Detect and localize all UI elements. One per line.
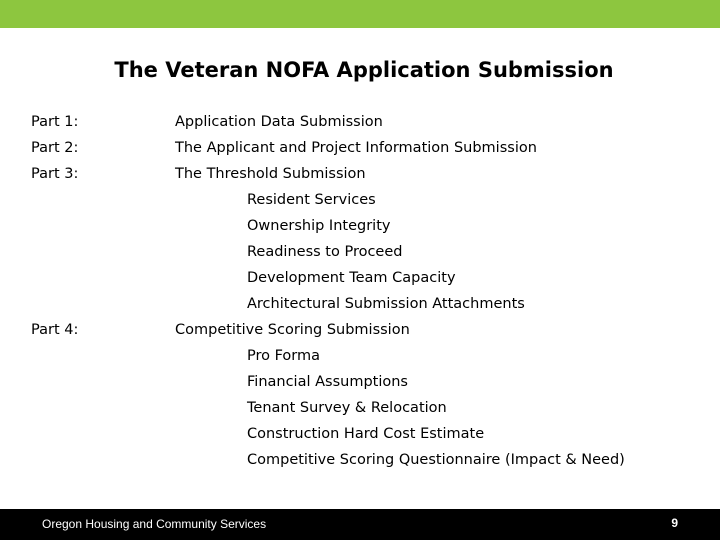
sub-item: Pro Forma xyxy=(247,348,321,364)
part-label: Part 4: xyxy=(31,322,79,338)
part-title: The Applicant and Project Information Submission xyxy=(175,140,537,156)
sub-item: Competitive Scoring Questionnaire (Impact & Need) xyxy=(247,452,625,468)
part-title: Application Data Submission xyxy=(175,114,383,130)
sub-item: Architectural Submission Attachments xyxy=(247,296,525,312)
sub-item: Financial Assumptions xyxy=(247,374,408,390)
sub-item: Construction Hard Cost Estimate xyxy=(247,426,485,442)
part-label: Part 1: xyxy=(31,114,79,130)
part-label: Part 3: xyxy=(31,166,79,182)
footer-organization: Oregon Housing and Community Services xyxy=(42,517,267,531)
slide-title: The Veteran NOFA Application Submission xyxy=(114,58,614,82)
sub-item: Development Team Capacity xyxy=(247,270,456,286)
sub-item: Tenant Survey & Relocation xyxy=(247,400,447,416)
sub-item: Ownership Integrity xyxy=(247,218,391,234)
part-label: Part 2: xyxy=(31,140,79,156)
accent-top-bar xyxy=(0,0,720,28)
page-number: 9 xyxy=(671,516,678,530)
part-title: Competitive Scoring Submission xyxy=(175,322,410,338)
sub-item: Readiness to Proceed xyxy=(247,244,403,260)
footer-bar xyxy=(0,509,720,540)
part-title: The Threshold Submission xyxy=(175,166,366,182)
sub-item: Resident Services xyxy=(247,192,376,208)
